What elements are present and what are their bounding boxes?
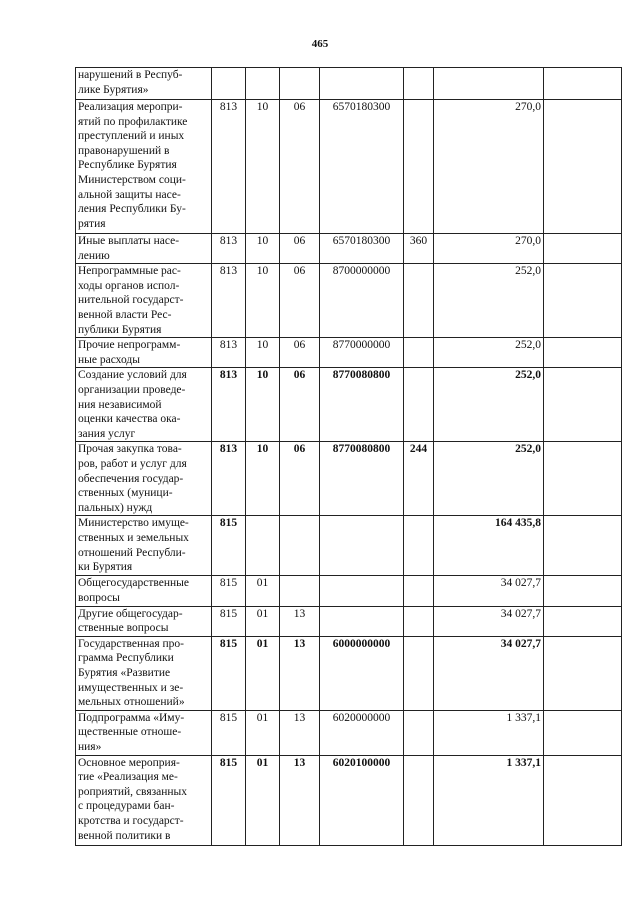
grbs-code-text: 813 xyxy=(219,369,238,382)
amount-cell xyxy=(434,442,544,516)
target-article-cell xyxy=(320,234,404,264)
target-article-text: 6000000000 xyxy=(332,637,391,650)
section-code-cell xyxy=(246,576,280,606)
expense-type-cell xyxy=(404,606,434,636)
subsection-code-text: 06 xyxy=(293,339,306,352)
subsection-code-cell xyxy=(280,100,320,234)
amount-blank-cell xyxy=(544,576,622,606)
expense-type-cell xyxy=(404,368,434,442)
row-name-cell xyxy=(76,606,212,636)
table-row xyxy=(76,710,622,755)
table-row xyxy=(76,442,622,516)
section-code-cell xyxy=(246,606,280,636)
amount-text: 270,0 xyxy=(515,101,541,113)
table-row xyxy=(76,516,622,576)
target-article-text: 8770080800 xyxy=(332,443,391,456)
target-article-cell xyxy=(320,636,404,710)
section-code-text: 10 xyxy=(256,235,269,247)
grbs-code-cell xyxy=(212,516,246,576)
subsection-code-cell xyxy=(280,68,320,100)
target-article-cell xyxy=(320,368,404,442)
expense-type-cell xyxy=(404,576,434,606)
table-row xyxy=(76,606,622,636)
subsection-code-cell xyxy=(280,264,320,338)
amount-blank-cell xyxy=(544,264,622,338)
subsection-code-text: 06 xyxy=(293,443,306,456)
expense-type-cell xyxy=(404,338,434,368)
budget-table xyxy=(75,67,622,846)
amount-text: 164 435,8 xyxy=(495,517,541,530)
subsection-code-cell xyxy=(280,636,320,710)
section-code-cell xyxy=(246,100,280,234)
target-article-cell xyxy=(320,264,404,338)
grbs-code-cell xyxy=(212,100,246,234)
amount-cell xyxy=(434,368,544,442)
table-row xyxy=(76,234,622,264)
section-code-text: 10 xyxy=(256,265,269,278)
row-name-cell xyxy=(76,100,212,234)
amount-blank-cell xyxy=(544,442,622,516)
amount-cell xyxy=(434,576,544,606)
target-article-text: 6020000000 xyxy=(332,711,391,724)
amount-blank-cell xyxy=(544,516,622,576)
amount-text: 252,0 xyxy=(515,369,541,382)
subsection-code-cell xyxy=(280,755,320,845)
row-name-text: Общегосударственные вопросы xyxy=(78,577,190,604)
row-name-text: Министерство имуще- ственных и земельных отношений Республи- ки Бурятия xyxy=(78,517,189,574)
row-name-cell xyxy=(76,442,212,516)
section-code-cell xyxy=(246,368,280,442)
row-name-cell xyxy=(76,710,212,755)
grbs-code-cell xyxy=(212,234,246,264)
row-name-cell xyxy=(76,755,212,845)
amount-cell xyxy=(434,338,544,368)
section-code-text: 10 xyxy=(256,443,269,456)
subsection-code-text: 06 xyxy=(293,235,306,247)
expense-type-cell xyxy=(404,442,434,516)
grbs-code-cell xyxy=(212,636,246,710)
section-code-cell xyxy=(246,636,280,710)
target-article-cell xyxy=(320,755,404,845)
section-code-cell xyxy=(246,710,280,755)
row-name-text: Прочие непрограмм- ные расходы xyxy=(78,339,181,366)
row-name-cell xyxy=(76,234,212,264)
section-code-cell xyxy=(246,68,280,100)
row-name-text: Другие общегосудар- ственные вопросы xyxy=(78,607,183,635)
subsection-code-text: 13 xyxy=(293,607,306,620)
subsection-code-text: 13 xyxy=(293,637,306,650)
expense-type-cell xyxy=(404,68,434,100)
page-number: 465 xyxy=(311,38,329,50)
row-name-cell xyxy=(76,368,212,442)
amount-text: 252,0 xyxy=(515,265,541,278)
target-article-text: 6570180300 xyxy=(332,235,391,247)
grbs-code-cell xyxy=(212,710,246,755)
grbs-code-cell xyxy=(212,576,246,606)
subsection-code-text: 13 xyxy=(293,756,306,769)
row-name-text: Создание условий для организации проведе- ния независимой оценки качества ока- зания услуг xyxy=(78,369,187,440)
amount-cell xyxy=(434,100,544,234)
section-code-text: 10 xyxy=(256,339,269,352)
amount-text: 270,0 xyxy=(515,235,541,247)
row-name-cell xyxy=(76,338,212,368)
amount-text: 1 337,1 xyxy=(506,711,541,724)
amount-cell xyxy=(434,606,544,636)
target-article-text: 8770080800 xyxy=(332,369,391,382)
section-code-cell xyxy=(246,516,280,576)
table-row xyxy=(76,576,622,606)
subsection-code-cell xyxy=(280,606,320,636)
grbs-code-cell xyxy=(212,606,246,636)
grbs-code-cell xyxy=(212,338,246,368)
amount-blank-cell xyxy=(544,338,622,368)
grbs-code-text: 815 xyxy=(219,756,238,769)
subsection-code-cell xyxy=(280,234,320,264)
amount-cell xyxy=(434,636,544,710)
target-article-text: 6570180300 xyxy=(332,101,391,113)
amount-text: 34 027,7 xyxy=(500,607,541,620)
subsection-code-cell xyxy=(280,442,320,516)
target-article-cell xyxy=(320,442,404,516)
grbs-code-text: 815 xyxy=(219,607,238,620)
row-name-text: Основное мероприя- тие «Реализация ме- роприятий, связанных с процедурами бан- кротства и государст- венной политики в xyxy=(78,756,188,842)
section-code-text: 01 xyxy=(256,711,269,724)
amount-cell xyxy=(434,516,544,576)
amount-text: 34 027,7 xyxy=(500,637,541,650)
target-article-cell xyxy=(320,100,404,234)
amount-text: 34 027,7 xyxy=(500,577,541,590)
row-name-cell xyxy=(76,68,212,100)
expense-type-cell xyxy=(404,264,434,338)
section-code-text: 10 xyxy=(256,369,269,382)
section-code-cell xyxy=(246,264,280,338)
subsection-code-text: 06 xyxy=(293,369,306,382)
target-article-cell xyxy=(320,710,404,755)
row-name-text: Подпрограмма «Иму- щественные отноше- ния» xyxy=(78,711,185,753)
subsection-code-text: 06 xyxy=(293,101,306,113)
amount-text: 252,0 xyxy=(515,443,541,456)
amount-blank-cell xyxy=(544,636,622,710)
target-article-cell xyxy=(320,516,404,576)
amount-blank-cell xyxy=(544,68,622,100)
grbs-code-cell xyxy=(212,68,246,100)
section-code-cell xyxy=(246,442,280,516)
amount-cell xyxy=(434,710,544,755)
target-article-cell xyxy=(320,606,404,636)
section-code-cell xyxy=(246,338,280,368)
table-row xyxy=(76,68,622,100)
expense-type-cell xyxy=(404,516,434,576)
row-name-text: Прочая закупка това- ров, работ и услуг для обеспечения государ- ственных (муници- пальных) нужд xyxy=(78,443,187,514)
expense-type-cell xyxy=(404,234,434,264)
expense-type-text: 360 xyxy=(409,235,428,247)
target-article-cell xyxy=(320,576,404,606)
grbs-code-text: 815 xyxy=(219,517,238,530)
target-article-cell xyxy=(320,68,404,100)
row-name-text: Государственная про- грамма Республики Бурятия «Развитие имущественных и зе- мельных отношений» xyxy=(78,637,185,709)
grbs-code-text: 813 xyxy=(219,339,238,352)
target-article-cell xyxy=(320,338,404,368)
subsection-code-cell xyxy=(280,338,320,368)
row-name-cell xyxy=(76,576,212,606)
grbs-code-cell xyxy=(212,264,246,338)
row-name-cell xyxy=(76,516,212,576)
table-row xyxy=(76,755,622,845)
grbs-code-text: 813 xyxy=(219,443,238,456)
section-code-cell xyxy=(246,755,280,845)
row-name-text: Иные выплаты насе- лению xyxy=(78,235,180,262)
amount-blank-cell xyxy=(544,606,622,636)
table-row xyxy=(76,100,622,234)
grbs-code-text: 815 xyxy=(219,577,238,590)
row-name-text: Реализация меропри- ятий по профилактике преступлений и иных правонарушений в Республике Бурятия Министерством соци- альной защиты насе- ления Республики Бу- рятия xyxy=(78,101,188,230)
grbs-code-text: 813 xyxy=(219,101,238,113)
expense-type-text: 244 xyxy=(409,443,428,456)
table-row xyxy=(76,264,622,338)
amount-blank-cell xyxy=(544,234,622,264)
section-code-text: 10 xyxy=(256,101,269,113)
subsection-code-cell xyxy=(280,710,320,755)
amount-text: 1 337,1 xyxy=(506,756,541,769)
section-code-cell xyxy=(246,234,280,264)
expense-type-cell xyxy=(404,636,434,710)
expense-type-cell xyxy=(404,755,434,845)
row-name-text: нарушений в Респуб- лике Бурятия» xyxy=(78,69,183,96)
grbs-code-cell xyxy=(212,442,246,516)
target-article-text: 8700000000 xyxy=(332,265,391,278)
grbs-code-cell xyxy=(212,368,246,442)
amount-blank-cell xyxy=(544,368,622,442)
section-code-text: 01 xyxy=(256,577,269,590)
grbs-code-text: 813 xyxy=(219,235,238,247)
table-row xyxy=(76,338,622,368)
subsection-code-cell xyxy=(280,516,320,576)
target-article-text: 6020100000 xyxy=(332,756,391,769)
section-code-text: 01 xyxy=(256,637,269,650)
amount-blank-cell xyxy=(544,100,622,234)
amount-cell xyxy=(434,234,544,264)
subsection-code-cell xyxy=(280,576,320,606)
row-name-cell xyxy=(76,264,212,338)
grbs-code-text: 813 xyxy=(219,265,238,278)
subsection-code-text: 06 xyxy=(293,265,306,278)
subsection-code-cell xyxy=(280,368,320,442)
expense-type-cell xyxy=(404,100,434,234)
expense-type-cell xyxy=(404,710,434,755)
amount-cell xyxy=(434,755,544,845)
grbs-code-cell xyxy=(212,755,246,845)
subsection-code-text: 13 xyxy=(293,711,306,724)
amount-cell xyxy=(434,264,544,338)
amount-text: 252,0 xyxy=(515,339,541,352)
row-name-cell xyxy=(76,636,212,710)
table-row xyxy=(76,368,622,442)
grbs-code-text: 815 xyxy=(219,711,238,724)
section-code-text: 01 xyxy=(256,607,269,620)
target-article-text: 8770000000 xyxy=(332,339,391,352)
amount-blank-cell xyxy=(544,755,622,845)
section-code-text: 01 xyxy=(256,756,269,769)
amount-cell xyxy=(434,68,544,100)
grbs-code-text: 815 xyxy=(219,637,238,650)
table-row xyxy=(76,636,622,710)
amount-blank-cell xyxy=(544,710,622,755)
row-name-text: Непрограммные рас- ходы органов испол- нительной государст- венной власти Рес- публики Бурятия xyxy=(78,265,184,336)
